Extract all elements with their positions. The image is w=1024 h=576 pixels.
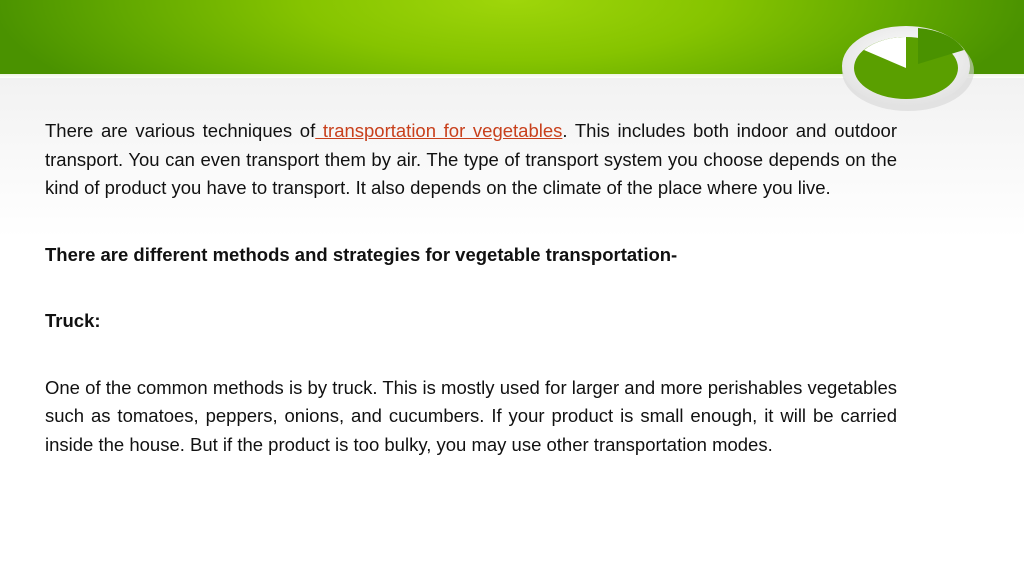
truck-paragraph: One of the common methods is by truck. This is mostly used for larger and more perishables vegetables such as tomatoes, peppers, onions, and cucumbers. If your product is small enough, it will be carried inside the house. But if the product is too bulky, you may use other transportation modes. <box>45 376 897 455</box>
transportation-link[interactable]: transportation for vegetables <box>315 120 563 141</box>
intro-text-before-link: There are various techniques of <box>45 120 316 141</box>
methods-heading: There are different methods and strategies for vegetable transportation- <box>45 243 678 265</box>
intro-text-after-link: . This includes both indoor and outdoor transport. You can even transport them by air. The type of transport system you choose depends on the kind of product you have to transport. It also depends on the climate of the place where you live. <box>45 120 897 198</box>
truck-heading: Truck: <box>45 310 101 331</box>
slide-content <box>45 117 897 459</box>
intro-paragraph <box>45 117 897 203</box>
pie-chart-logo-icon <box>836 14 986 114</box>
